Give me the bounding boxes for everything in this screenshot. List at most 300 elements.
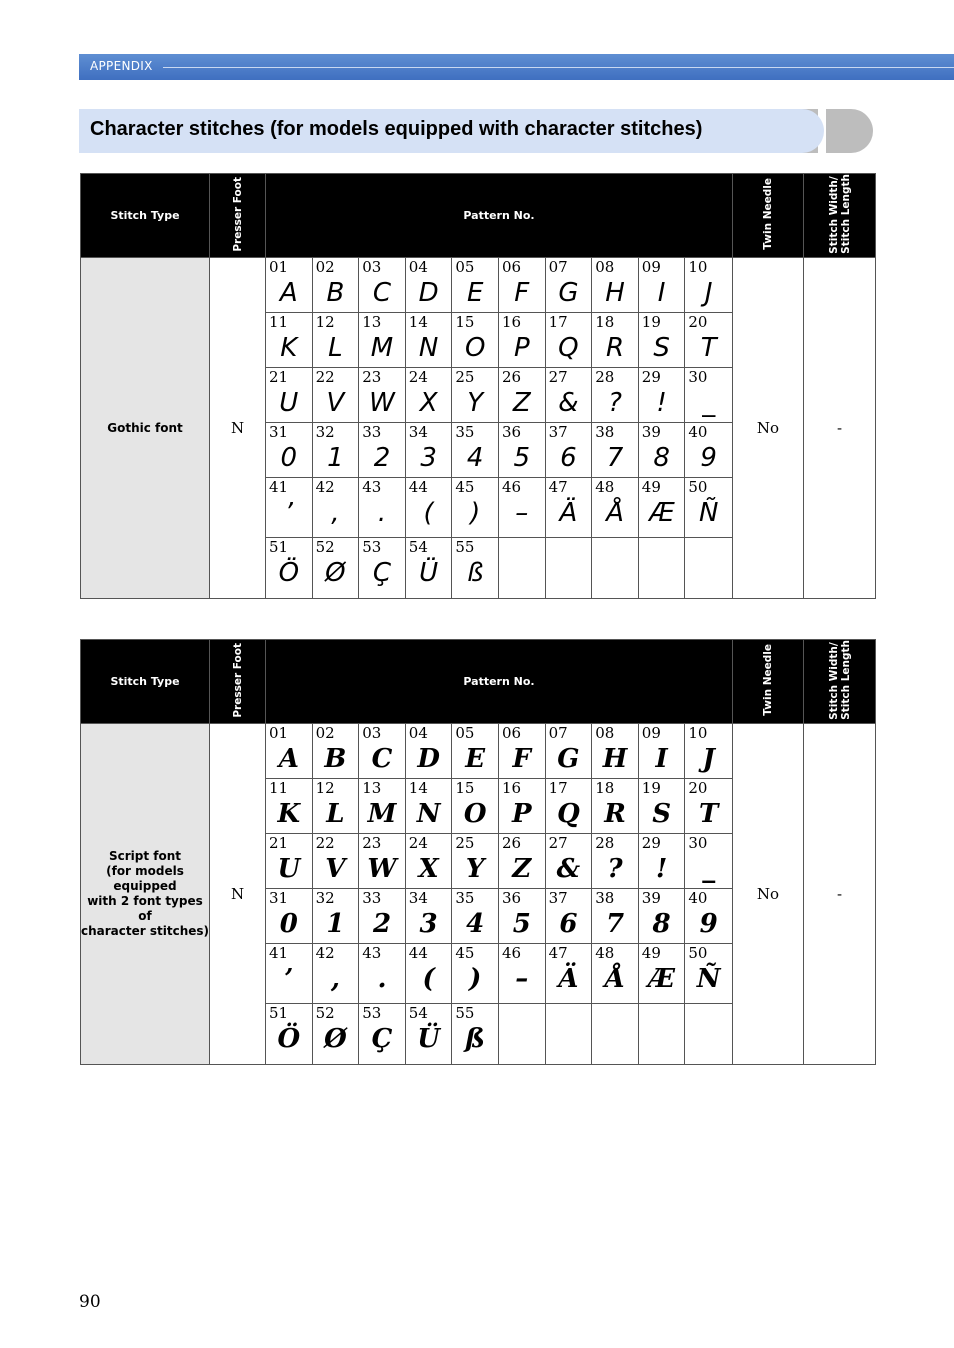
pattern-item (313, 834, 360, 889)
pattern-item (639, 724, 686, 779)
pattern-item (685, 368, 732, 423)
pattern-glyph: 3 (420, 443, 437, 473)
pattern-number: 22 (315, 834, 335, 852)
empty-pattern-slot (685, 538, 732, 598)
pattern-glyph: Z (512, 854, 532, 884)
pattern-item (359, 889, 406, 944)
pattern-glyph: & (556, 854, 581, 884)
pattern-glyph: N (418, 333, 439, 363)
pattern-number: 19 (641, 779, 661, 797)
pattern-glyph: G (558, 278, 579, 308)
pattern-number: 04 (408, 258, 428, 276)
pattern-item (452, 478, 499, 538)
pattern-number: 18 (595, 779, 615, 797)
pattern-number: 46 (501, 944, 522, 962)
header-stitch-type: Stitch Type (81, 174, 210, 258)
pattern-glyph: H (602, 744, 628, 774)
pattern-glyph: Ç (372, 558, 392, 588)
pattern-glyph: F (514, 278, 530, 308)
pattern-glyph: S (653, 333, 670, 363)
pattern-number: 24 (408, 368, 428, 386)
pattern-glyph: C (372, 278, 392, 308)
page-title: Character stitches (for models equipped with character stitches) (90, 118, 703, 140)
pattern-number: 30 (688, 834, 708, 852)
pattern-number: 02 (315, 724, 335, 742)
twin-needle-cell: No (733, 724, 804, 1065)
pattern-glyph: 9 (699, 909, 718, 939)
pattern-item (639, 944, 686, 1004)
pattern-number: 26 (501, 834, 522, 852)
pattern-item (359, 724, 406, 779)
pattern-item (266, 1004, 313, 1064)
pattern-number: 38 (595, 423, 615, 441)
pattern-glyph: D (417, 744, 440, 774)
pattern-item (313, 779, 360, 834)
pattern-glyph: Ø (325, 558, 346, 588)
pattern-item (592, 478, 639, 538)
pattern-item (499, 779, 546, 834)
header-pattern-no: Pattern No. (266, 174, 733, 258)
table-header-row (81, 174, 876, 258)
pattern-number: 54 (408, 538, 428, 556)
pattern-number: 18 (595, 313, 615, 331)
pattern-item (266, 368, 313, 423)
pattern-glyph: _ (702, 854, 716, 884)
pattern-glyph: U (277, 854, 301, 884)
empty-pattern-slot (639, 1004, 686, 1064)
pattern-glyph: E (466, 278, 484, 308)
pattern-glyph: ’ (284, 964, 294, 994)
pattern-item (406, 724, 453, 779)
pattern-glyph: X (419, 388, 438, 418)
empty-pattern-slot (639, 538, 686, 598)
pattern-item (313, 1004, 360, 1064)
pattern-glyph: 0 (280, 443, 298, 473)
pattern-item (359, 944, 406, 1004)
header-width-length (804, 174, 876, 258)
pattern-glyph: T (699, 799, 719, 829)
pattern-glyph: ß (465, 1024, 486, 1054)
pattern-number: 01 (269, 724, 289, 742)
pattern-number: 51 (269, 538, 289, 556)
pattern-number: 23 (362, 368, 382, 386)
pattern-glyph: S (652, 799, 671, 829)
pattern-number: 34 (408, 423, 428, 441)
pattern-glyph: Æ (648, 964, 676, 994)
pattern-number: 15 (455, 313, 475, 331)
pattern-number: 31 (269, 889, 289, 907)
pattern-item (452, 368, 499, 423)
pattern-number: 54 (408, 1004, 428, 1022)
pattern-number: 53 (362, 1004, 382, 1022)
pattern-number: 33 (362, 423, 382, 441)
pattern-glyph: ’ (284, 498, 293, 528)
gothic-font-table (80, 173, 876, 599)
pattern-item (359, 1004, 406, 1064)
pattern-number: 12 (315, 779, 335, 797)
pattern-number: 50 (688, 944, 708, 962)
pattern-glyph: 4 (466, 443, 484, 473)
table-header-row (81, 640, 876, 724)
pattern-glyph: J (704, 278, 713, 308)
pattern-item (266, 423, 313, 478)
pattern-number: 11 (269, 313, 289, 331)
pattern-item (359, 779, 406, 834)
pattern-glyph: 1 (326, 909, 345, 939)
pattern-item (685, 478, 732, 538)
pattern-number: 22 (315, 368, 335, 386)
pattern-item (546, 368, 593, 423)
pattern-item (499, 724, 546, 779)
pattern-item (452, 538, 499, 598)
pattern-glyph: ) (469, 964, 482, 994)
pattern-glyph: 3 (419, 909, 438, 939)
pattern-item (452, 779, 499, 834)
pattern-number: 43 (362, 478, 382, 496)
pattern-number: 01 (269, 258, 289, 276)
pattern-glyph: 6 (560, 443, 577, 473)
pattern-glyph: V (325, 854, 346, 884)
pattern-number: 55 (455, 538, 475, 556)
page-number: 90 (79, 1292, 101, 1312)
pattern-item (685, 423, 732, 478)
pattern-number: 16 (501, 779, 522, 797)
pattern-item (359, 368, 406, 423)
pattern-item (406, 368, 453, 423)
pattern-number: 40 (688, 423, 708, 441)
pattern-item (452, 834, 499, 889)
pattern-glyph: . (377, 964, 387, 994)
pattern-number: 17 (548, 313, 568, 331)
pattern-glyph: Ä (558, 964, 579, 994)
pattern-number: 45 (455, 944, 475, 962)
pattern-item (546, 313, 593, 368)
pattern-number: 12 (315, 313, 335, 331)
header-presser-foot-label: Presser Foot (231, 176, 244, 252)
pattern-number: 37 (548, 889, 568, 907)
pattern-item (313, 724, 360, 779)
pattern-glyph: ! (655, 854, 668, 884)
pattern-number: 32 (315, 889, 335, 907)
header-pattern-no: Pattern No. (266, 640, 733, 724)
pattern-glyph: H (605, 278, 625, 308)
pattern-item (592, 779, 639, 834)
pattern-glyph: ? (607, 854, 623, 884)
pattern-number: 07 (548, 258, 568, 276)
header-twin-needle (733, 174, 804, 258)
pattern-number: 02 (315, 258, 335, 276)
pattern-item (452, 724, 499, 779)
pattern-glyph: & (558, 388, 579, 418)
pattern-number: 33 (362, 889, 382, 907)
pattern-number: 26 (501, 368, 522, 386)
pattern-number: 53 (362, 538, 382, 556)
pattern-number: 06 (501, 724, 522, 742)
pattern-number: 32 (315, 423, 335, 441)
pattern-glyph: J (702, 744, 715, 774)
pattern-number: 05 (455, 258, 475, 276)
pattern-item (406, 478, 453, 538)
pattern-item (313, 538, 360, 598)
pattern-number: 07 (548, 724, 568, 742)
pattern-item (266, 724, 313, 779)
pattern-item (639, 478, 686, 538)
empty-pattern-slot (546, 1004, 593, 1064)
pattern-glyph: Ç (371, 1024, 393, 1054)
empty-pattern-slot (499, 538, 546, 598)
pattern-item (266, 258, 313, 313)
pattern-glyph: Z (512, 388, 531, 418)
pattern-number: 27 (548, 834, 568, 852)
pattern-item (266, 313, 313, 368)
header-width-length (804, 640, 876, 724)
pattern-glyph: ) (470, 498, 481, 528)
pattern-glyph: Y (465, 854, 485, 884)
pattern-number: 19 (641, 313, 661, 331)
pattern-item (313, 478, 360, 538)
pattern-glyph: B (324, 744, 347, 774)
empty-pattern-slot (592, 538, 639, 598)
pattern-number: 20 (688, 313, 708, 331)
pattern-item (592, 368, 639, 423)
pattern-number: 28 (595, 834, 615, 852)
pattern-number: 29 (641, 834, 661, 852)
pattern-item (546, 423, 593, 478)
pattern-glyph: D (418, 278, 439, 308)
pattern-item (406, 779, 453, 834)
pattern-glyph: ( (422, 964, 435, 994)
pattern-number: 31 (269, 423, 289, 441)
empty-pattern-slot (499, 1004, 546, 1064)
pattern-number: 09 (641, 258, 661, 276)
pattern-number: 11 (269, 779, 289, 797)
pattern-glyph: W (369, 388, 395, 418)
pattern-glyph: M (370, 333, 394, 363)
pattern-item (406, 834, 453, 889)
pattern-number: 29 (641, 368, 661, 386)
pattern-number: 36 (501, 423, 522, 441)
pattern-item (499, 889, 546, 944)
pattern-number: 42 (315, 478, 335, 496)
pattern-glyph: . (377, 498, 387, 528)
pattern-number: 16 (501, 313, 522, 331)
pattern-number: 46 (501, 478, 522, 496)
pattern-item (313, 368, 360, 423)
pattern-item (592, 889, 639, 944)
pattern-glyph: Ü (417, 1024, 440, 1054)
stitch-type-cell: Script font (for models equipped with 2 font types of character stitches) (81, 724, 210, 1065)
pattern-glyph: Å (604, 964, 626, 994)
pattern-glyph: Ö (277, 1024, 301, 1054)
appendix-header-bar (79, 54, 954, 80)
header-presser-foot (210, 174, 266, 258)
pattern-item (685, 724, 732, 779)
pattern-item (499, 368, 546, 423)
pattern-glyph: 8 (653, 443, 670, 473)
pattern-glyph: U (279, 388, 299, 418)
pattern-item (685, 779, 732, 834)
pattern-number: 15 (455, 779, 475, 797)
pattern-number: 10 (688, 724, 708, 742)
pattern-number: 49 (641, 944, 661, 962)
pattern-number: 39 (641, 423, 661, 441)
pattern-number: 05 (455, 724, 475, 742)
pattern-number: 25 (455, 368, 475, 386)
pattern-item (639, 834, 686, 889)
pattern-item (406, 944, 453, 1004)
pattern-item (359, 313, 406, 368)
pattern-item (313, 944, 360, 1004)
pattern-item (592, 423, 639, 478)
pattern-item (499, 313, 546, 368)
pattern-glyph: 4 (466, 909, 485, 939)
pattern-glyph: L (326, 799, 345, 829)
pattern-item (406, 889, 453, 944)
header-width-length-label: Stitch Width/ Stitch Length (827, 174, 852, 254)
pattern-glyph: 5 (512, 909, 531, 939)
pattern-glyph: 0 (279, 909, 298, 939)
pattern-number: 40 (688, 889, 708, 907)
pattern-glyph: ( (423, 498, 434, 528)
pattern-item (592, 313, 639, 368)
pattern-item (592, 834, 639, 889)
pattern-glyph: X (418, 854, 439, 884)
pattern-glyph: Å (606, 498, 624, 528)
stitch-type-cell: Gothic font (81, 258, 210, 599)
pattern-number: 09 (641, 724, 661, 742)
pattern-item (685, 258, 732, 313)
pattern-number: 52 (315, 538, 335, 556)
pattern-item (359, 538, 406, 598)
pattern-number: 49 (641, 478, 661, 496)
pattern-item (685, 313, 732, 368)
pattern-number: 47 (548, 478, 568, 496)
pattern-glyph: F (512, 744, 532, 774)
empty-pattern-slot (685, 1004, 732, 1064)
pattern-number: 37 (548, 423, 568, 441)
pattern-glyph: G (557, 744, 580, 774)
pattern-item (266, 944, 313, 1004)
width-length-cell: - (804, 724, 876, 1065)
width-length-cell: - (804, 258, 876, 599)
header-width-length-label: Stitch Width/ Stitch Length (827, 640, 852, 720)
pattern-number: 06 (501, 258, 522, 276)
pattern-number: 17 (548, 779, 568, 797)
pattern-item (406, 423, 453, 478)
pattern-number: 34 (408, 889, 428, 907)
header-rule (163, 67, 954, 68)
pattern-glyph: , (331, 498, 340, 528)
pattern-number: 27 (548, 368, 568, 386)
pattern-glyph: Ä (559, 498, 578, 528)
pattern-glyph: ß (466, 558, 484, 588)
pattern-item (406, 313, 453, 368)
pattern-item (499, 478, 546, 538)
pattern-number: 08 (595, 724, 615, 742)
pattern-glyph: Ñ (698, 498, 719, 528)
pattern-glyph: B (326, 278, 345, 308)
pattern-glyph: E (465, 744, 486, 774)
pattern-item (359, 423, 406, 478)
pattern-glyph: O (464, 333, 486, 363)
pattern-number: 35 (455, 423, 475, 441)
pattern-glyph: K (277, 799, 301, 829)
pattern-number: 35 (455, 889, 475, 907)
pattern-item (639, 423, 686, 478)
pattern-glyph: O (463, 799, 487, 829)
pattern-item (313, 313, 360, 368)
pattern-number: 28 (595, 368, 615, 386)
pattern-item (639, 368, 686, 423)
pattern-glyph: A (279, 278, 298, 308)
pattern-glyph: 6 (559, 909, 578, 939)
pattern-item (499, 834, 546, 889)
pattern-number: 04 (408, 724, 428, 742)
pattern-glyph: 8 (652, 909, 671, 939)
pattern-item (266, 889, 313, 944)
pattern-number: 38 (595, 889, 615, 907)
pattern-glyph: Q (558, 333, 579, 363)
pattern-glyph: Ü (419, 558, 439, 588)
pattern-glyph: R (605, 333, 625, 363)
header-stitch-type: Stitch Type (81, 640, 210, 724)
pattern-glyph: P (512, 799, 532, 829)
pattern-glyph: ? (608, 388, 622, 418)
pattern-item (266, 834, 313, 889)
pattern-item (639, 258, 686, 313)
pattern-number: 41 (269, 478, 289, 496)
pattern-number: 13 (362, 779, 382, 797)
pattern-glyph: 2 (372, 909, 392, 939)
pattern-item (452, 944, 499, 1004)
pattern-item (499, 258, 546, 313)
pattern-item (592, 944, 639, 1004)
pattern-glyph: N (416, 799, 441, 829)
pattern-number: 47 (548, 944, 568, 962)
empty-pattern-slot (546, 538, 593, 598)
pattern-item (592, 258, 639, 313)
pattern-number: 10 (688, 258, 708, 276)
pattern-glyph: – (515, 498, 529, 528)
pattern-item (266, 538, 313, 598)
pattern-glyph: 7 (605, 909, 625, 939)
pattern-glyph: M (367, 799, 397, 829)
pattern-number: 50 (688, 478, 708, 496)
pattern-number: 52 (315, 1004, 335, 1022)
empty-pattern-slot (592, 1004, 639, 1064)
pattern-glyph: I (655, 744, 668, 774)
pattern-number: 39 (641, 889, 661, 907)
pattern-item (639, 889, 686, 944)
pattern-glyph: C (371, 744, 393, 774)
pattern-item (406, 1004, 453, 1064)
pattern-glyph: Q (557, 799, 580, 829)
pattern-glyph: 1 (327, 443, 344, 473)
pattern-glyph: I (657, 278, 666, 308)
pattern-glyph: Æ (648, 498, 675, 528)
pattern-number: 25 (455, 834, 475, 852)
pattern-item (639, 779, 686, 834)
pattern-item (499, 423, 546, 478)
pattern-glyph: – (515, 964, 529, 994)
pattern-item (313, 889, 360, 944)
pattern-number: 41 (269, 944, 289, 962)
pattern-number: 48 (595, 478, 615, 496)
pattern-item (546, 258, 593, 313)
pattern-number: 55 (455, 1004, 475, 1022)
pattern-cell (266, 724, 733, 1065)
pattern-number: 30 (688, 368, 708, 386)
